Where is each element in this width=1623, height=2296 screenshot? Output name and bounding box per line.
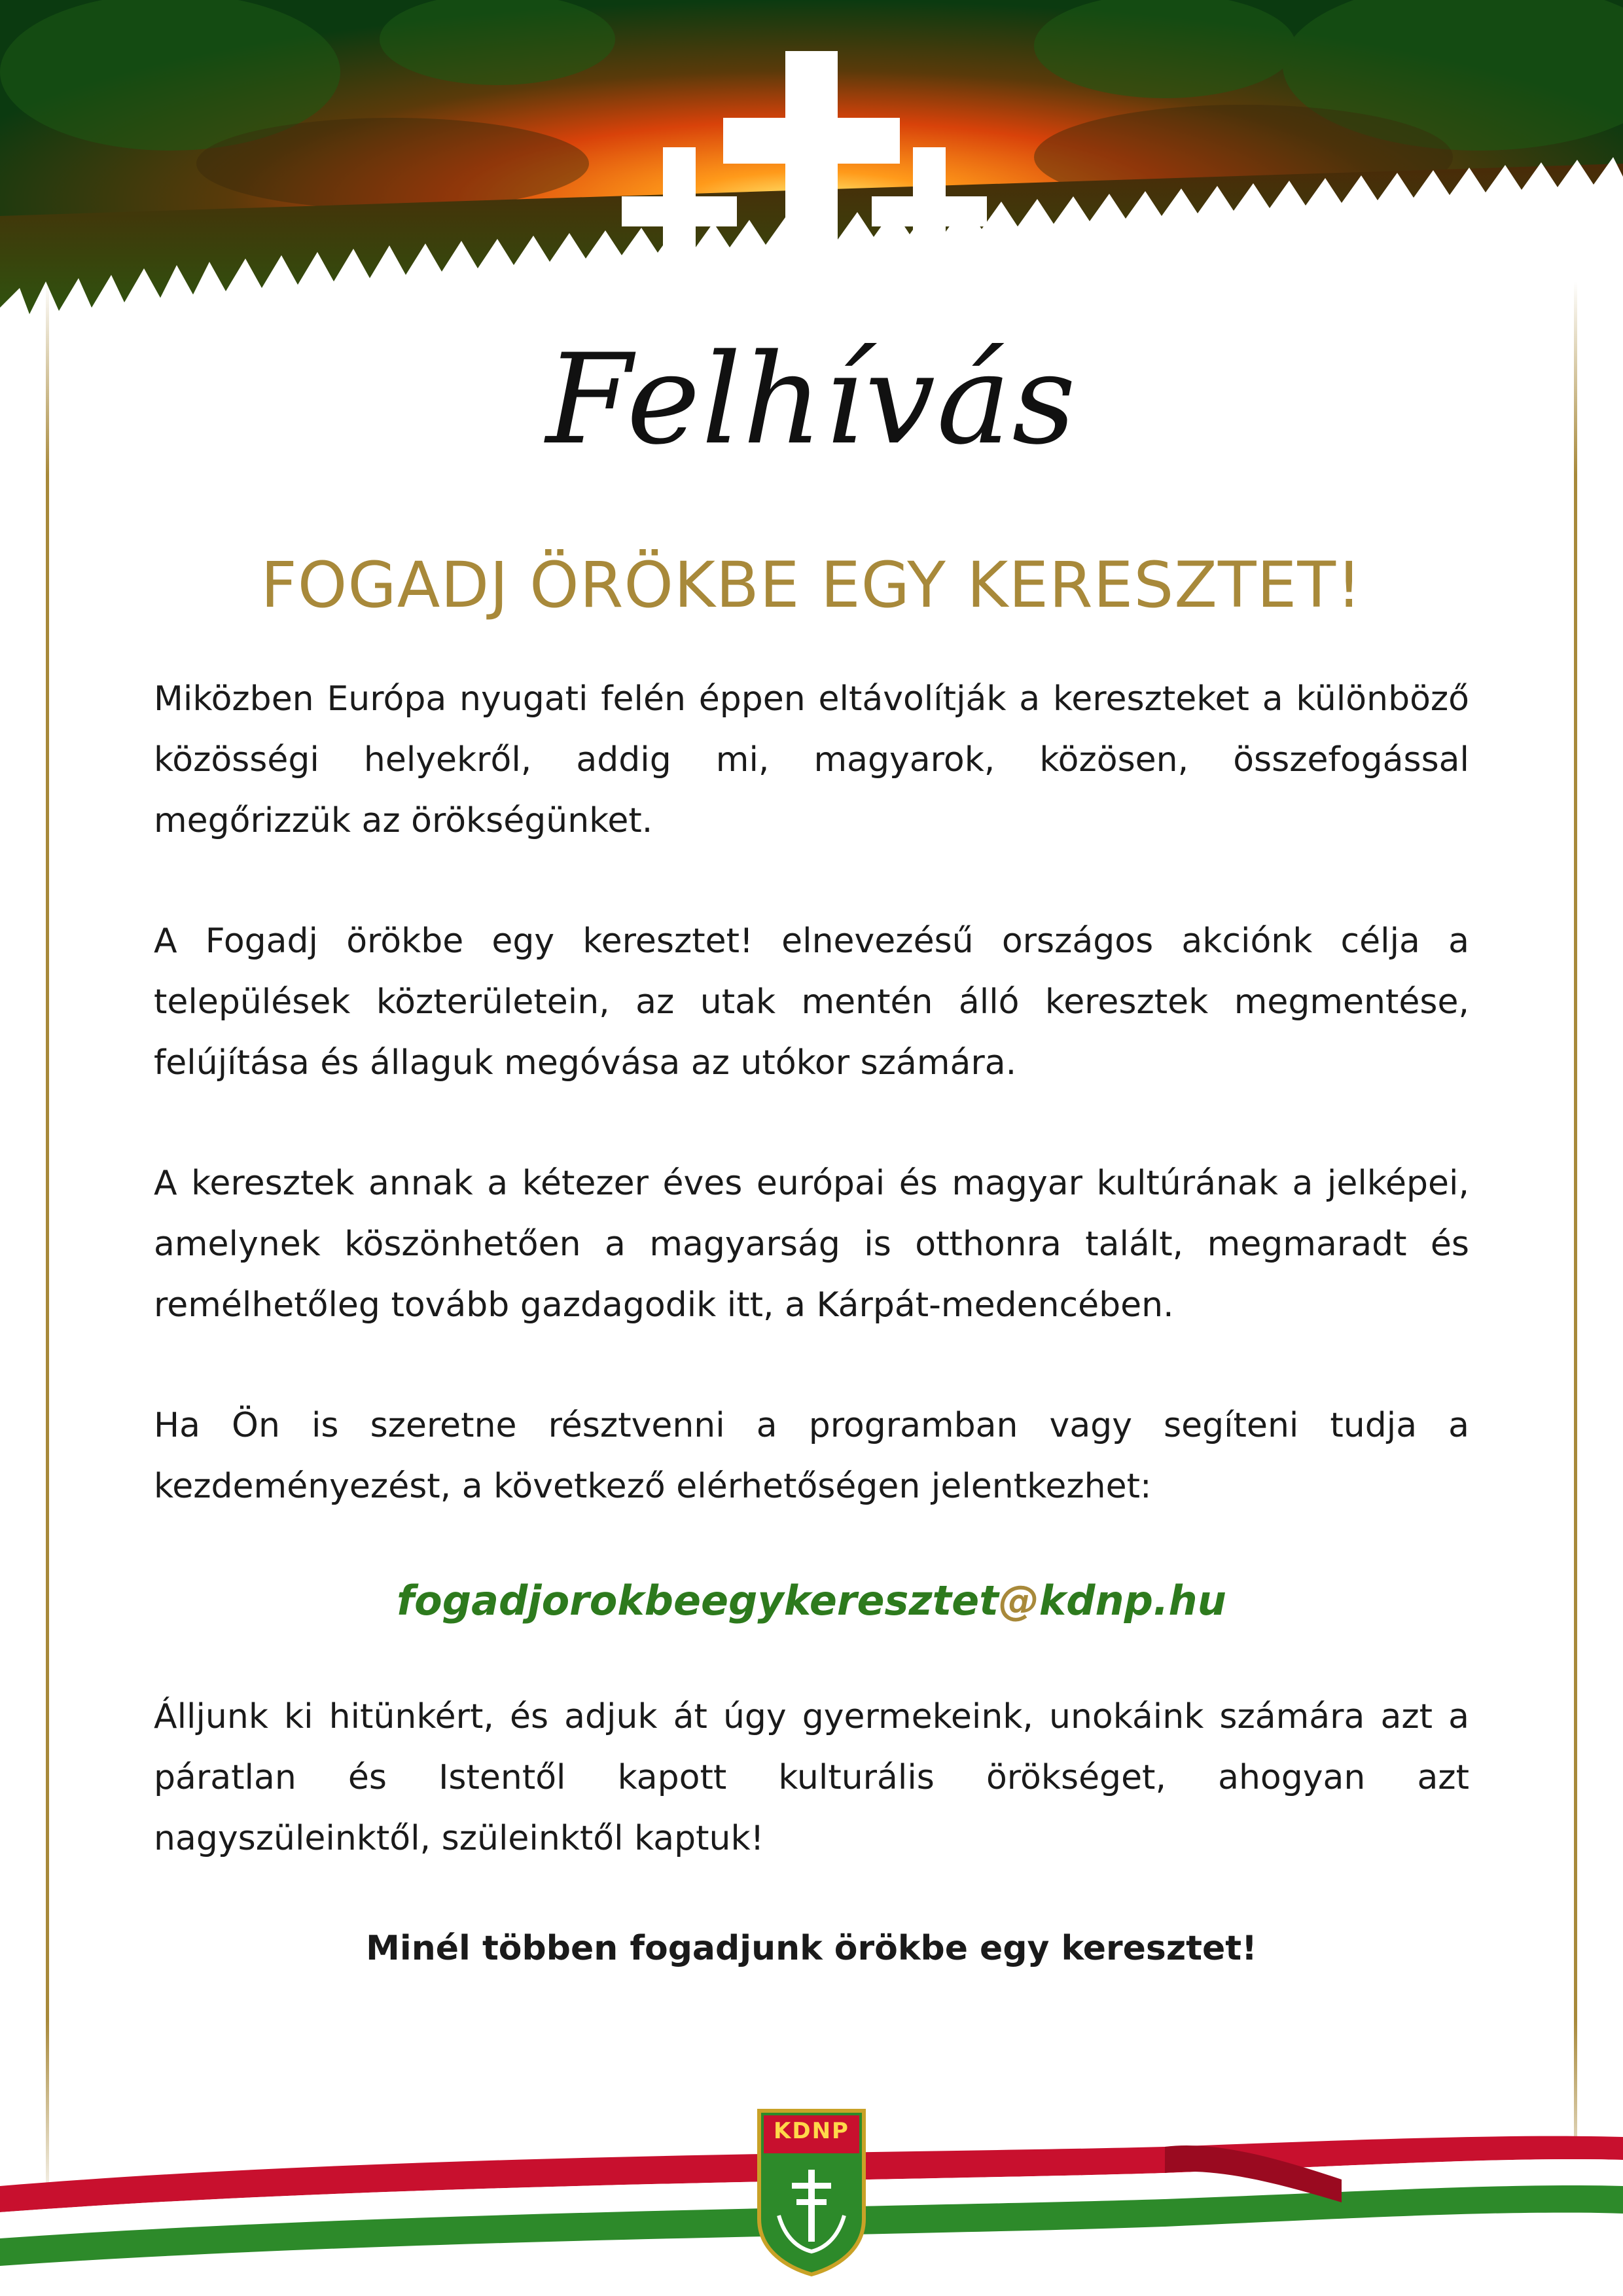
- paragraph-2: A Fogadj örökbe egy keresztet! elnevezésű országos akciónk célja a települések közterületein, az utak mentén álló keresztek megmentése, felújítása és állaguk megóvása az utókor számára.: [154, 922, 1469, 1083]
- paragraph-5: Álljunk ki hitünkért, és adjuk át úgy gyermekeink, unokáink számára azt a páratlan és Istentől kapott kulturális örökséget, ahogyan azt nagyszüleinktől, szüleinktől kaptuk!: [154, 1697, 1469, 1858]
- header-sunset-illustration: [0, 0, 1623, 367]
- contact-email-link[interactable]: [154, 1577, 1469, 1624]
- page-title: Felhívás: [546, 327, 1077, 472]
- paragraph-3: A keresztek annak a kétezer éves európai és magyar kultúrának a jelképei, amelynek köszönhetően a magyarság is otthonra talált, megmaradt és remélhetőleg tovább gazdagodik itt, a Kárpát-medencében.: [154, 1164, 1469, 1325]
- paragraph-1: Miközben Európa nyugati felén éppen eltávolítják a kereszteket a különböző közösségi helyekről, addig mi, magyarok, közösen, összefogással megőrizzük az örökségünket.: [154, 679, 1469, 840]
- headline: FOGADJ ÖRÖKBE EGY KERESZTET!: [260, 548, 1363, 622]
- paragraph-4: Ha Ön is szeretne résztvenni a programban vagy segíteni tudja a kezdeményezést, a következő elérhetőségen jelentkezhet:: [154, 1406, 1469, 1506]
- body-text: [154, 669, 1469, 1968]
- email-at: @: [998, 1577, 1039, 1624]
- kdnp-logo-text: KDNP: [774, 2118, 849, 2144]
- email-domain: kdnp.hu: [1039, 1577, 1226, 1624]
- closing-line: Minél többen fogadjunk örökbe egy keresztet!: [366, 1929, 1257, 1968]
- email-user: fogadjorokbeegykeresztet: [397, 1577, 999, 1624]
